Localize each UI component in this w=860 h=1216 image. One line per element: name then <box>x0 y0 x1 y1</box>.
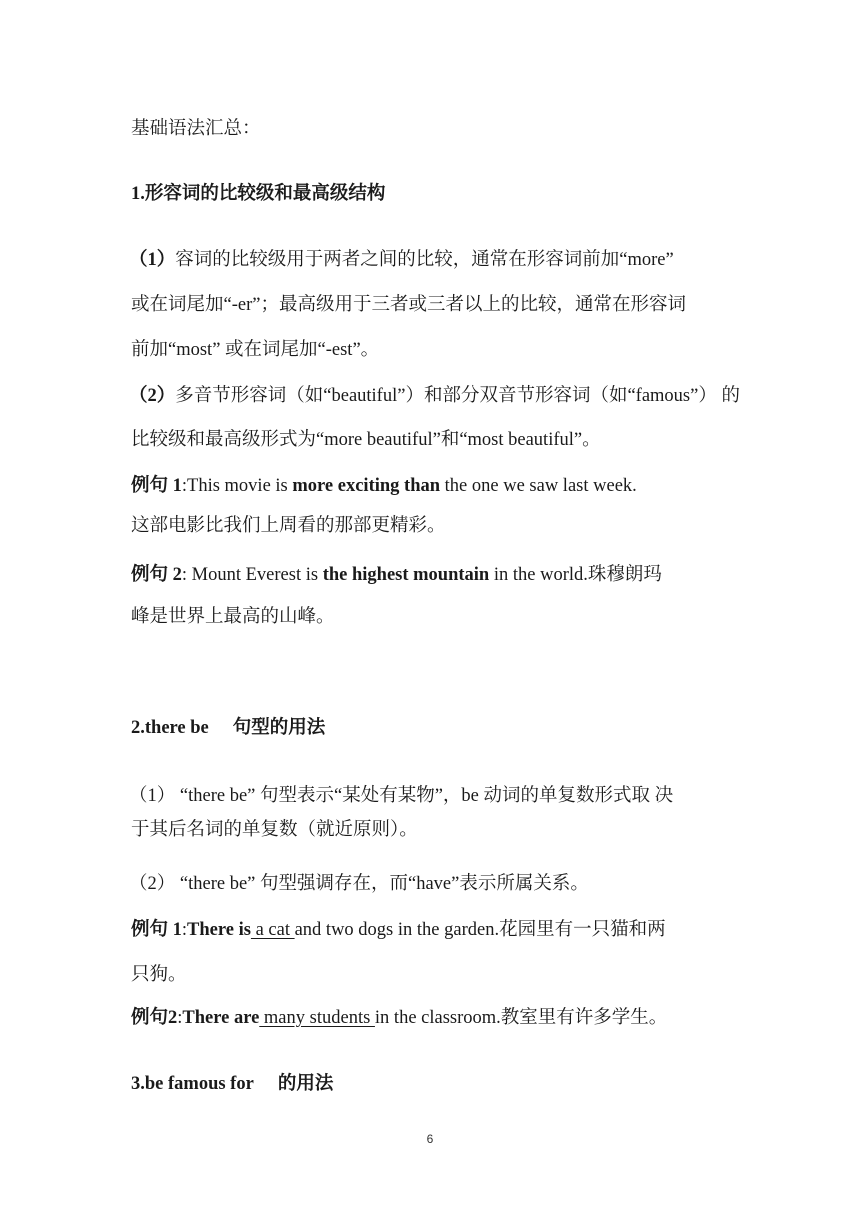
s1-item-1-line-2: 或在词尾加“-er”；最高级用于三者或三者以上的比较，通常在形容词 <box>131 295 686 315</box>
s2-item-1-line-2: 于其后名词的单复数（就近原则）。 <box>131 820 418 840</box>
example-label: 例句 2 <box>131 565 182 585</box>
example-bold: There are <box>182 1008 260 1028</box>
page-heading: 基础语法汇总： <box>131 119 261 139</box>
example-label: 例句 1 <box>131 920 182 940</box>
s1-item-2-line-1: （2）多音节形容词（如“beautiful”）和部分双音节形容词（如“famous”） 的 <box>129 386 740 406</box>
s1-example-2-translation: 峰是世界上最高的山峰。 <box>131 607 335 627</box>
section-2-title: 2.there be 句型的用法 <box>131 718 326 738</box>
example-emphasis: more exciting than <box>292 476 441 496</box>
section-1-title: 1.形容词的比较级和最高级结构 <box>131 184 386 204</box>
s1-item-1-number: （1） <box>129 250 176 270</box>
s2-example-1: 例句 1:There is a cat and two dogs in the garden.花园里有一只猫和两 <box>131 920 666 940</box>
example-bold: There is <box>187 920 251 940</box>
s1-example-1-translation: 这部电影比我们上周看的那部更精彩。 <box>131 516 446 536</box>
s1-example-2: 例句 2: Mount Everest is the highest mountain in the world.珠穆朗玛 <box>131 565 662 585</box>
s2-item-1-line-1: （1） “there be” 句型表示“某处有某物”，be 动词的单复数形式取 决 <box>129 786 674 806</box>
s2-example-1-translation: 只狗。 <box>131 965 187 985</box>
section-3-title: 3.be famous for 的用法 <box>131 1074 334 1094</box>
s1-example-1: 例句 1:This movie is more exciting than the one we saw last week. <box>131 476 637 496</box>
s1-item-2-number: （2） <box>129 386 176 406</box>
s2-item-2-number: （2） <box>129 874 176 894</box>
example-underline: many students <box>259 1008 375 1028</box>
page-number: 6 <box>426 1132 434 1146</box>
example-label: 例句 1 <box>131 476 182 496</box>
s1-item-1-line-3: 前加“most” 或在词尾加“-est”。 <box>131 340 380 360</box>
example-label: 例句2 <box>131 1008 178 1028</box>
example-underline: a cat <box>250 920 295 940</box>
s1-item-2-line-2: 比较级和最高级形式为“more beautiful”和“most beautiful”。 <box>131 430 601 450</box>
s2-example-2: 例句2:There are many students in the classroom.教室里有许多学生。 <box>131 1008 668 1028</box>
example-emphasis: the highest mountain <box>322 565 490 585</box>
s2-item-2-line-1: （2） “there be” 句型强调存在，而“have”表示所属关系。 <box>129 874 589 894</box>
s1-item-1-line-1: （1）容词的比较级用于两者之间的比较，通常在形容词前加“more” <box>129 250 674 270</box>
s2-item-1-number: （1） <box>129 786 176 806</box>
